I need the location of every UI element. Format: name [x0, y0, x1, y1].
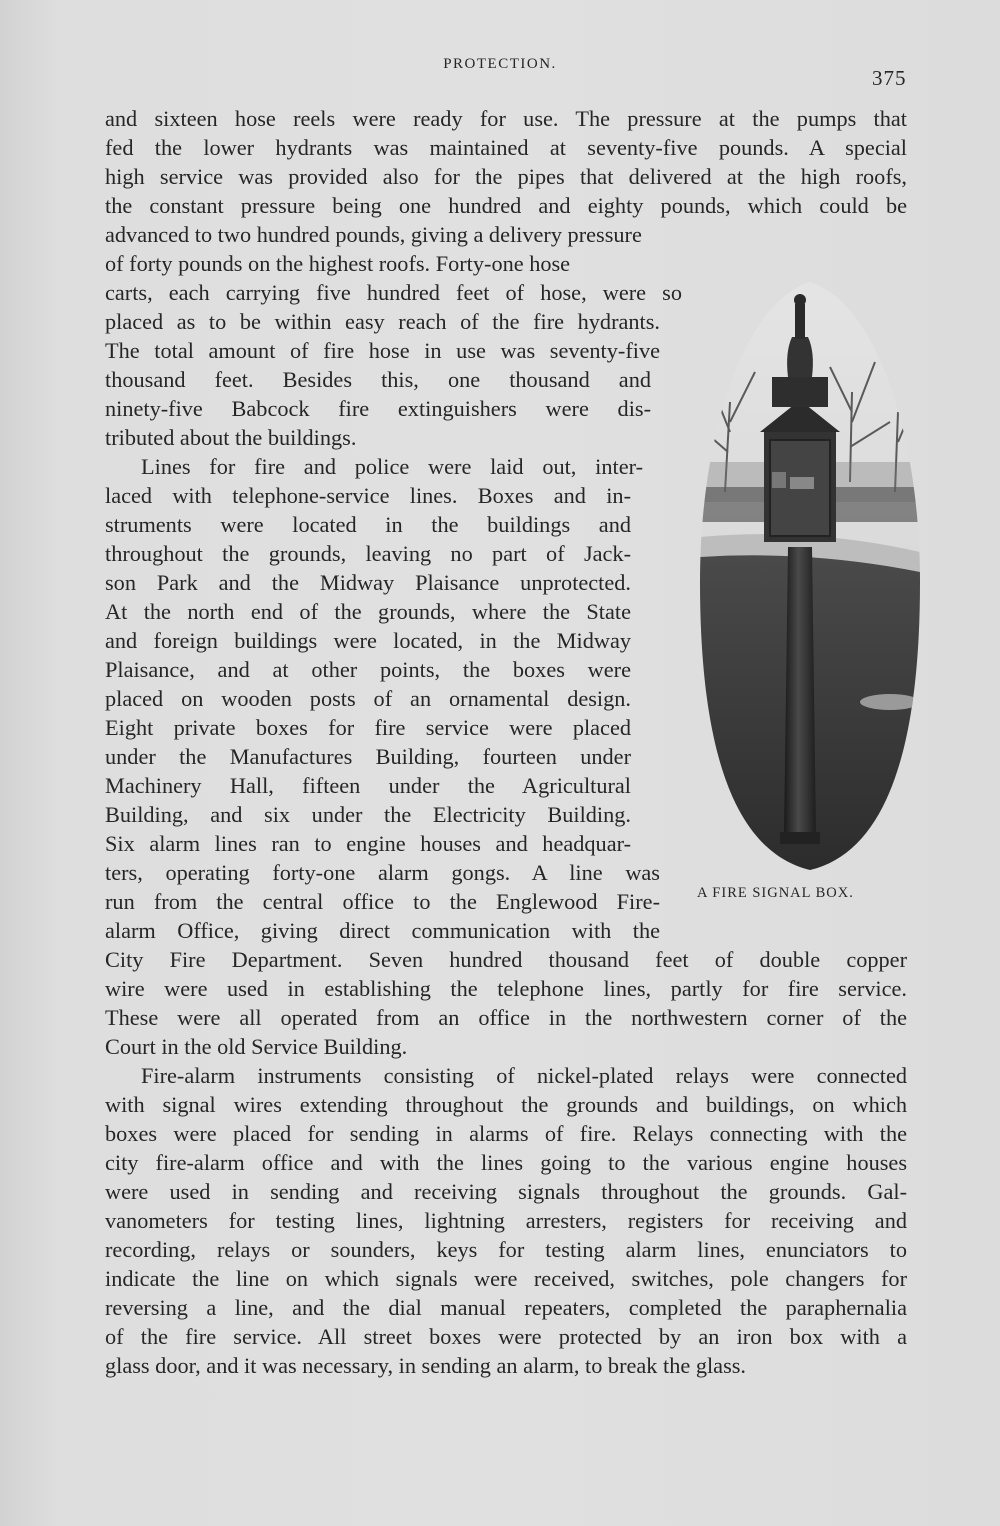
text-line: City Fire Department. Seven hundred thousand feet of double copper	[105, 947, 907, 972]
text-line: The total amount of fire hose in use was seventy-five	[105, 338, 660, 363]
text-line: of the fire service. All street boxes were protected by an iron box with a	[105, 1324, 907, 1349]
text-line: placed on wooden posts of an ornamental design.	[105, 686, 631, 711]
text-line: son Park and the Midway Plaisance unprotected.	[105, 570, 631, 595]
text-line: and sixteen hose reels were ready for use. The pressure at the pumps that	[105, 106, 907, 131]
text-line: thousand feet. Besides this, one thousand and	[105, 367, 651, 392]
text-line: Machinery Hall, fifteen under the Agricultural	[105, 773, 631, 798]
text-line: and foreign buildings were located, in the Midway	[105, 628, 631, 653]
text-line: recording, relays or sounders, keys for testing alarm lines, enunciators to	[105, 1237, 907, 1262]
text-line: vanometers for testing lines, lightning arresters, registers for receiving and	[105, 1208, 907, 1233]
text-line: Lines for fire and police were laid out, inter-	[141, 454, 643, 479]
text-line: ters, operating forty-one alarm gongs. A line was	[105, 860, 660, 885]
text-line: run from the central office to the Englewood Fire-	[105, 889, 660, 914]
text-line: of forty pounds on the highest roofs. Forty-one hose	[105, 251, 571, 276]
text-line: wire were used in establishing the telephone lines, partly for fire service.	[105, 976, 907, 1001]
text-line: Building, and six under the Electricity Building.	[105, 802, 631, 827]
figure-caption: A FIRE SIGNAL BOX.	[697, 885, 854, 901]
text-line: city fire-alarm office and with the lines going to the various engine houses	[105, 1150, 907, 1175]
fire-signal-box-illustration	[700, 282, 920, 872]
running-head: PROTECTION.	[443, 56, 557, 72]
text-line: glass door, and it was necessary, in sending an alarm, to break the glass.	[105, 1353, 747, 1378]
text-line: ninety-five Babcock fire extinguishers were dis-	[105, 396, 651, 421]
text-line: At the north end of the grounds, where the State	[105, 599, 631, 624]
text-line: Fire-alarm instruments consisting of nickel-plated relays were connected	[141, 1063, 907, 1088]
text-line: fed the lower hydrants was maintained at seventy-five pounds. A special	[105, 135, 907, 160]
page-number: 375	[872, 66, 907, 90]
text-line: indicate the line on which signals were received, switches, pole changers for	[105, 1266, 907, 1291]
text-line: were used in sending and receiving signals throughout the grounds. Gal-	[105, 1179, 907, 1204]
text-line: under the Manufactures Building, fourteen under	[105, 744, 631, 769]
text-line: Court in the old Service Building.	[105, 1034, 408, 1059]
text-line: Eight private boxes for fire service were placed	[105, 715, 631, 740]
text-line: the constant pressure being one hundred and eighty pounds, which could be	[105, 193, 907, 218]
text-line: laced with telephone-service lines. Boxes and in-	[105, 483, 631, 508]
text-line: placed as to be within easy reach of the fire hydrants.	[105, 309, 660, 334]
text-line: advanced to two hundred pounds, giving a delivery pressure	[105, 222, 642, 247]
text-line: boxes were placed for sending in alarms of fire. Relays connecting with the	[105, 1121, 907, 1146]
text-line: Plaisance, and at other points, the boxes were	[105, 657, 631, 682]
text-line: alarm Office, giving direct communication with the	[105, 918, 660, 943]
text-line: Six alarm lines ran to engine houses and headquar-	[105, 831, 631, 856]
text-line: throughout the grounds, leaving no part of Jack-	[105, 541, 631, 566]
text-line: with signal wires extending throughout the grounds and buildings, on which	[105, 1092, 907, 1117]
text-line: These were all operated from an office in the northwestern corner of the	[105, 1005, 907, 1030]
text-line: reversing a line, and the dial manual repeaters, completed the paraphernalia	[105, 1295, 907, 1320]
text-line: struments were located in the buildings and	[105, 512, 631, 537]
text-line: tributed about the buildings.	[105, 425, 357, 450]
text-line: high service was provided also for the pipes that delivered at the high roofs,	[105, 164, 907, 189]
text-line: carts, each carrying five hundred feet of hose, were so	[105, 280, 682, 305]
